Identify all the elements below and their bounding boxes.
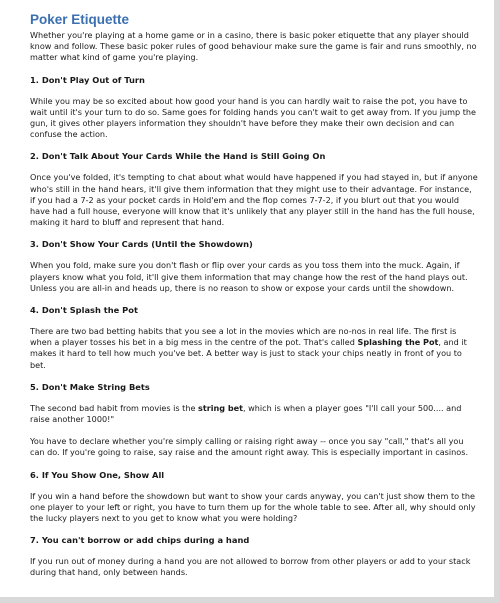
section-text xyxy=(30,326,478,371)
bold-term: Splashing the Pot xyxy=(357,337,439,348)
section-2 xyxy=(30,151,478,228)
section-text: Once you've folded, it's tempting to chat about what would have happened if you had stayed in, but if anyone who's still in the hand hears, it'll give them information that they might use to their advantage. For instance, if you had a 7-2 as your pocket cards in Hold'em and the flop comes 7-7-2, if you blurt out that you would have had a full house, everyone will know that it's unlikely that any player still in the hand has the full house, making it hard to bluff and represent that hand. xyxy=(30,172,478,228)
section-7 xyxy=(30,535,478,578)
text-run: , and it makes it hard to tell how much you've bet. A better way is just to stack your chips neatly in front of you to bet. xyxy=(30,337,467,370)
section-heading: 2. Don't Talk About Your Cards While the Hand is Still Going On xyxy=(30,151,326,162)
section-heading: 1. Don't Play Out of Turn xyxy=(30,74,145,85)
section-6 xyxy=(30,470,478,525)
section-heading: 5. Don't Make String Bets xyxy=(30,381,150,392)
section-text-2: You have to declare whether you're simply calling or raising right away -- once you say "call," that's all you can do. If you're going to raise, say raise and the amount right away. This is especially important in casinos. xyxy=(30,436,469,458)
section-text: When you fold, make sure you don't flash or flip over your cards as you toss them into the muck. Again, if players know what you fold, it'll give them information that may change how the rest of the hand plays out. Unless you are all-in and heads up, there is no reason to show or expose your cards until the showdown. xyxy=(30,260,468,293)
section-text: If you win a hand before the showdown but want to show your cards anyway, you can't just show them to the one player to your left or right, you have to turn them up for the whole table to see. After all, why should only the lucky players next to you get to know what you were holding? xyxy=(30,490,476,524)
section-text: While you may be so excited about how good your hand is you can hardly wait to raise the pot, you have to wait until it's your turn to do so. Same goes for folding hands you can't wait to get away from. If you jump the gun, it gives other players information they shouldn't have before they make their own decision and can confuse the action. xyxy=(30,95,477,140)
text-run: There are two bad betting habits that you see a lot in the movies which are no-nos in real life. The first is when a player tosses his bet in a big mess in the centre of the pot. That's called xyxy=(30,326,457,348)
text-run: , which is when a player goes "I'll call your 500.... and raise another 1000!" xyxy=(30,402,462,425)
section-1 xyxy=(30,75,478,141)
section-text: If you run out of money during a hand you are not allowed to borrow from other players or add to your stack during that hand, only between hands. xyxy=(30,556,471,578)
section-5 xyxy=(30,382,478,459)
intro-paragraph: Whether you're playing at a home game or in a casino, there is basic poker etiquette that any player should know and follow. These basic poker rules of good behaviour make sure the game is fair and runs smoothly, no matter what kind of game you're playing. xyxy=(30,30,477,63)
section-4 xyxy=(30,305,478,371)
bold-term: string bet xyxy=(198,402,244,413)
section-3 xyxy=(30,239,478,294)
section-heading: 6. If You Show One, Show All xyxy=(30,469,165,480)
section-heading: 3. Don't Show Your Cards (Until the Showdown) xyxy=(30,239,253,250)
section-heading: 7. You can't borrow or add chips during a hand xyxy=(30,535,250,546)
page-title: Poker Etiquette xyxy=(30,12,130,27)
section-text xyxy=(30,403,478,425)
text-run: The second bad habit from movies is the xyxy=(30,402,199,413)
section-heading: 4. Don't Splash the Pot xyxy=(30,305,138,316)
